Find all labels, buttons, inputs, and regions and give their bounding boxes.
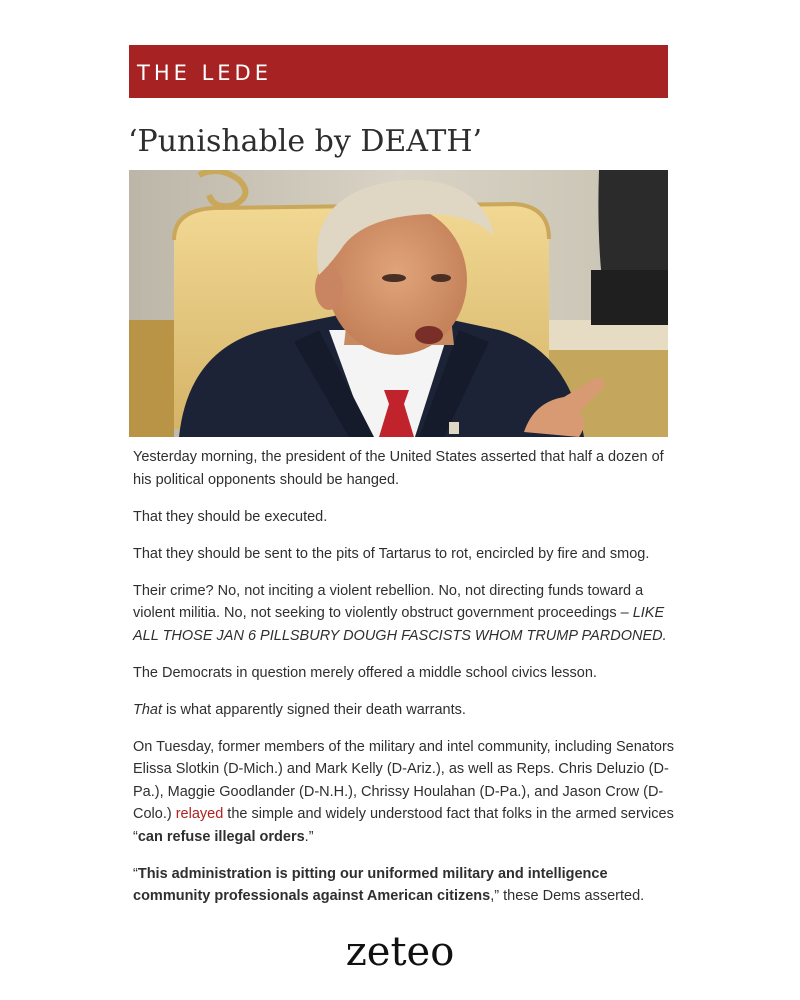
paragraph-7-bold: can refuse illegal orders — [137, 828, 305, 845]
paragraph-4 — [133, 580, 681, 648]
section-banner — [129, 45, 668, 98]
paragraph-6-italic: That — [133, 701, 163, 718]
paragraph-4-italic: LIKE ALL THOSE JAN 6 PILLSBURY DOUGH FASCISTS WHOM TRUMP PARDONED. — [133, 605, 667, 644]
zeteo-logo[interactable]: zeteo — [345, 929, 455, 975]
paragraph-1: Yesterday morning, the president of the United States asserted that half a dozen of his political opponents should be hanged. — [133, 449, 664, 488]
article-headline: ‘Punishable by DEATH’ — [128, 124, 483, 159]
paragraph-8-open: “ — [133, 865, 138, 882]
paragraph-7 — [133, 736, 681, 849]
paragraph-8-bold: This administration is pitting our uniformed military and intelligence community professionals against American citizens — [133, 865, 608, 904]
paragraph-6-rest: is what apparently signed their death warrants. — [162, 701, 466, 718]
relayed-link[interactable]: relayed — [175, 806, 224, 822]
paragraph-5: The Democrats in question merely offered a middle school civics lesson. — [133, 664, 597, 681]
article-photo — [129, 170, 668, 437]
paragraph-6 — [133, 699, 681, 722]
paragraph-7-main: On Tuesday, former members of the military and intel community, including Senators Elissa Slotkin (D-Mich.) and Mark Kelly (D-Ariz.), as well as Reps. Chris Deluzio (D-Pa.), Maggie Goodlander (D-N.H.), Chrissy Houlahan (D-Pa.), and Jason Crow (D-Colo.) — [133, 738, 675, 822]
paragraph-3: That they should be sent to the pits of Tartarus to rot, encircled by fire and smog. — [133, 545, 650, 562]
paragraph-2: That they should be executed. — [133, 508, 328, 525]
paragraph-7-end: .” — [304, 828, 314, 845]
article-body — [133, 446, 681, 922]
paragraph-8-end: ,” these Dems asserted. — [490, 888, 645, 904]
section-label: THE LEDE — [137, 61, 272, 85]
paragraph-8 — [133, 863, 681, 908]
paragraph-7-after-link: the simple and widely understood fact that folks in the armed services “ — [133, 806, 674, 845]
photo-illustration — [129, 170, 668, 437]
paragraph-4-main: Their crime? No, not inciting a violent rebellion. No, not directing funds toward a violent militia. No, not seeking to violently obstruct government proceedings – — [133, 582, 644, 621]
